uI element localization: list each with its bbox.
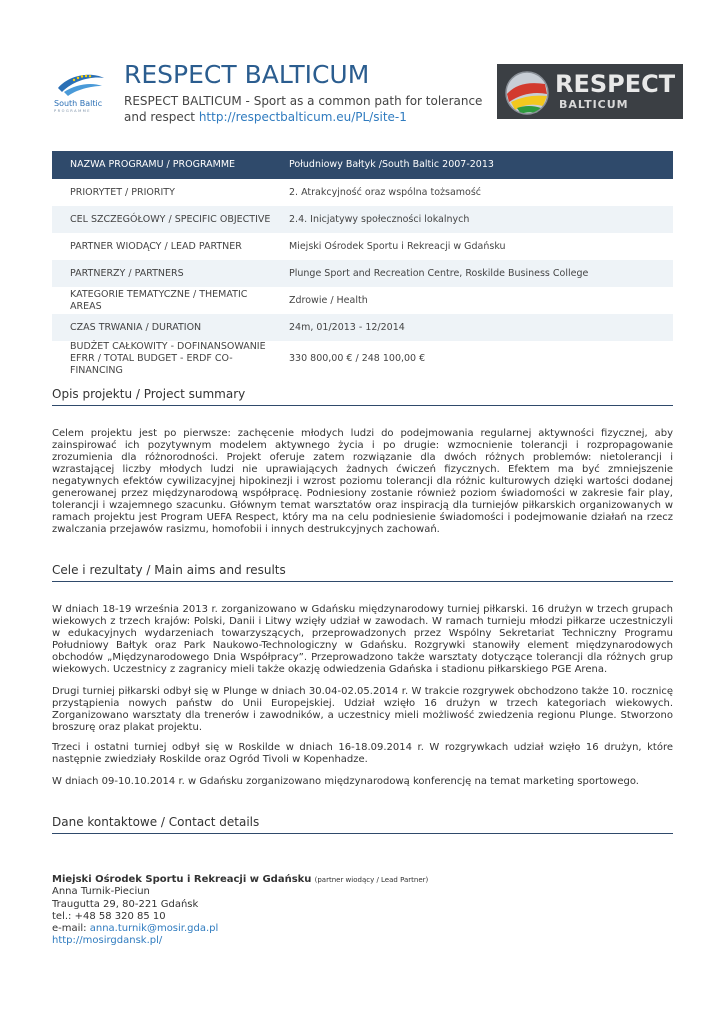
summary-paragraph: Celem projektu jest po pierwsze: zachęcenie młodych ludzi do podejmowania regularnej aktywności fizycznej, aby zainspirować ich pozytywnym modelem aktywnego życia i po drugie: wzmocnienie tolerancji i rozpropagowanie zrozumienia dla różnorodności. Projekt oferuje zatem rozwiązanie dla dwóch różnych problemów: nietolerancji i wzrastającej liczby młodych ludzi nie uprawiających żadnych ćwiczeń fizycznych. Efektem ma być zmniejszenie negatywnych efektów cywilizacyjnej hipokinezji i wzrost poziomu tolerancji dla różnic kulturowych dzięki wartości dodanej generowanej przez międzynarodową współpracę. Podniesiony zostanie również poziom świadomości w zakresie fair play, tolerancji i wzajemnego szacunku. Głównym temat warsztatów oraz inspiracją dla turniejów piłkarskich organizowanych w ramach projektu jest Program UEFA Respect, który ma na celu podniesienie świadomości i podejmowanie działań na rzecz zwalczania przejawów rasizmu, homofobii i innych destrukcyjnych zachowań. (52, 428, 673, 535)
contact-email-line (52, 923, 673, 935)
respect-logo-sub: BALTICUM (559, 98, 629, 111)
table-value: 2.4. Inicjatywy społeczności lokalnych (271, 206, 673, 233)
table-label: CZAS TRWANIA / DURATION (52, 314, 271, 341)
project-site-link[interactable]: http://respectbalticum.eu/PL/site-1 (198, 110, 407, 124)
table-label: CEL SZCZEGÓŁOWY / SPECIFIC OBJECTIVE (52, 206, 271, 233)
south-baltic-logo-text: South Baltic (54, 99, 103, 108)
contact-role: (partner wiodący / Lead Partner) (314, 876, 429, 884)
table-row (52, 341, 673, 377)
contact-email-label: e-mail: (52, 923, 90, 935)
contact-phone: tel.: +48 58 320 85 10 (52, 910, 166, 922)
contact-email-link[interactable]: anna.turnik@mosir.gda.pl (89, 923, 219, 935)
table-row (52, 314, 673, 341)
football-icon (497, 64, 557, 119)
south-baltic-logo-subtext: PROGRAMME (54, 109, 92, 113)
contact-website-line (52, 935, 673, 947)
table-value: Południowy Bałtyk /South Baltic 2007-2013 (271, 151, 673, 179)
table-label: PRIORYTET / PRIORITY (70, 186, 175, 198)
contact-details (52, 874, 673, 948)
contact-person: Anna Turnik-Pieciun (52, 886, 150, 898)
table-label: NAZWA PROGRAMU / PROGRAMME (52, 151, 271, 179)
contact-section-title: Dane kontaktowe / Contact details (52, 815, 673, 834)
page-title: RESPECT BALTICUM (124, 60, 370, 89)
table-value: Plunge Sport and Recreation Centre, Roskilde Business College (271, 260, 673, 287)
table-label: KATEGORIE TEMATYCZNE / THEMATIC AREAS (70, 288, 248, 312)
contact-org: Miejski Ośrodek Sportu i Rekreacji w Gdańsku (52, 874, 312, 885)
table-value: 24m, 01/2013 - 12/2014 (271, 314, 673, 341)
results-section-title: Cele i rezultaty / Main aims and results (52, 563, 673, 582)
table-row (52, 260, 673, 287)
page-subtitle (124, 93, 484, 125)
table-row (52, 206, 673, 233)
south-baltic-logo (48, 66, 112, 116)
subtitle-text: RESPECT BALTICUM - Sport as a common path for tolerance and respect (124, 94, 483, 124)
respect-logo-word: RESPECT (555, 70, 676, 98)
table-value: Zdrowie / Health (289, 294, 368, 306)
project-info-table (52, 151, 673, 377)
table-value: 2. Atrakcyjność oraz wspólna tożsamość (289, 186, 482, 198)
table-row (52, 233, 673, 260)
table-row (52, 179, 673, 206)
table-label: BUDŻET CAŁKOWITY - DOFINANSOWANIE EFRR / TOTAL BUDGET - ERDF CO-FINANCING (70, 341, 266, 376)
south-baltic-swoosh-icon (48, 66, 112, 100)
table-value: Miejski Ośrodek Sportu i Rekreacji w Gdańsku (289, 240, 506, 252)
table-value: 330 800,00 € / 248 100,00 € (289, 353, 426, 364)
results-paragraph: W dniach 09-10.10.2014 r. w Gdańsku zorganizowano międzynarodową konferencję na temat marketing sportowego. (52, 776, 639, 787)
results-paragraph: Drugi turniej piłkarski odbył się w Plunge w dniach 30.04-02.05.2014 r. W trakcie rozgrywek obchodzono także 10. rocznicę przystąpienia nowych państw do Unii Europejskiej. Udział wzięło 16 drużyn w trzech kategoriach wiekowych. Zorganizowano warsztaty dla trenerów i zawodników, a uczestnicy mieli możliwość zwiedzenia regionu Plunge. Stworzono broszurę oraz plakat projektu. (52, 686, 673, 733)
table-label: PARTNER WIODĄCY / LEAD PARTNER (70, 240, 242, 252)
page-header (0, 0, 725, 140)
contact-website-link[interactable]: http://mosirgdansk.pl/ (52, 935, 163, 947)
results-paragraph: W dniach 18-19 września 2013 r. zorganizowano w Gdańsku międzynarodowy turniej piłkarski. 16 drużyn w trzech grupach wiekowych z trzech krajów: Polski, Danii i Litwy wzięły udział w zawodach. W ramach turnieju młodzi piłkarze uczestniczyli w edukacyjnych wydarzeniach towarzyszących, przeprowadzonych przez Wspólny Sekretariat Techniczny Programu Południowy Bałtyk oraz Park Naukowo-Technologiczny w Gdańsku. Rozgrywki stanowiły element międzynarodowych obchodów „Międzynarodowego Dnia Współpracy”. Przeprowadzono także warsztaty dotyczące tolerancji dla różnych grup wiekowych. Uczestnicy z zagranicy mieli także okazję odwiedzenia Gdańska i stadionu piłkarskiego PGE Arena. (52, 604, 673, 675)
table-header-row (52, 151, 673, 179)
respect-balticum-logo (497, 64, 683, 119)
contact-org-line (52, 874, 673, 886)
contact-street: Traugutta 29, 80-221 Gdańsk (52, 898, 199, 910)
summary-section-title: Opis projektu / Project summary (52, 387, 673, 406)
table-row (52, 287, 673, 314)
results-paragraph: Trzeci i ostatni turniej odbył się w Roskilde w dniach 16-18.09.2014 r. W rozgrywkach udział wzięło 16 drużyn, które następnie zwiedziały Roskilde oraz Ogród Tivoli w Kopenhadze. (52, 742, 673, 765)
table-label: PARTNERZY / PARTNERS (52, 260, 271, 287)
